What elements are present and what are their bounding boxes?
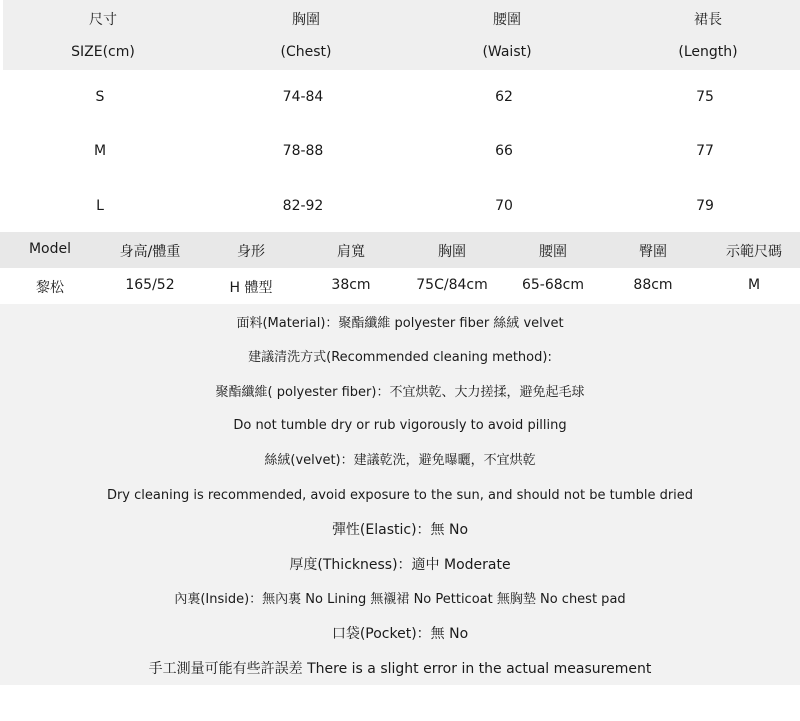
sample-size-value: M [747, 277, 761, 293]
body-shape-value: H 體型 [229, 280, 273, 296]
height-weight-header: 身高/體重 [119, 244, 181, 260]
shoulder-value: 38cm [331, 277, 371, 293]
velvet-care-en: Dry cleaning is recommended, avoid exposure to the sun, and should not be tumble dried [106, 488, 694, 503]
waist-value: 65-68cm [521, 277, 585, 293]
hip-value: 88cm [633, 277, 673, 293]
waist-cell: 62 [495, 89, 513, 105]
height-weight-value: 165/52 [125, 277, 175, 293]
size-table-body [0, 70, 800, 232]
body-shape-header: 身形 [237, 244, 265, 260]
size-header-en: SIZE(cm) [71, 44, 135, 60]
model-name: 黎松 [36, 280, 64, 296]
waist-cell: 70 [495, 198, 513, 214]
size-header-zh: 尺寸 [89, 12, 117, 28]
model-table-row [0, 268, 800, 304]
elastic-line: 彈性(Elastic)：無 No [331, 522, 469, 538]
measurement-note: 手工測量可能有些許誤差 There is a slight error in the actual measurement [148, 661, 652, 677]
model-table-header [0, 232, 800, 268]
table-row [0, 89, 800, 107]
size-cell: S [95, 89, 105, 105]
size-cell: L [96, 198, 104, 214]
length-cell: 77 [696, 143, 714, 159]
model-header: Model [28, 241, 72, 257]
waist-header: 腰圍 [539, 244, 567, 260]
size-cell: M [93, 143, 107, 159]
hip-header: 臀圍 [639, 244, 667, 260]
length-cell: 75 [696, 89, 714, 105]
thickness-line: 厚度(Thickness)：適中 Moderate [289, 557, 511, 573]
table-row [0, 143, 800, 161]
waist-header-en: (Waist) [482, 44, 532, 60]
polyester-care-zh: 聚酯纖維( polyester fiber)：不宜烘乾、大力搓揉，避免起毛球 [215, 385, 585, 400]
chest-header: 胸圍 [438, 244, 466, 260]
length-header-en: (Length) [678, 44, 738, 60]
sample-size-header: 示範尺碼 [726, 244, 782, 260]
inside-line: 內裏(Inside)：無內裏 No Lining 無襯裙 No Petticoat 無胸墊 No chest pad [174, 592, 626, 607]
pocket-line: 口袋(Pocket)：無 No [331, 626, 469, 642]
length-cell: 79 [696, 198, 714, 214]
chest-cell: 74-84 [282, 89, 324, 105]
shoulder-header: 肩寬 [337, 244, 365, 260]
chest-header-en: (Chest) [280, 44, 332, 60]
chest-value: 75C/84cm [416, 277, 488, 293]
material-line: 面料(Material)：聚酯纖維 polyester fiber 絲絨 velvet [236, 316, 564, 331]
velvet-care-zh: 絲絨(velvet)：建議乾洗，避免曝曬，不宜烘乾 [264, 453, 536, 468]
chest-header-zh: 胸圍 [292, 12, 320, 28]
table-row [0, 198, 800, 216]
chest-cell: 82-92 [282, 198, 324, 214]
cleaning-method-title: 建議清洗方式(Recommended cleaning method): [248, 350, 552, 365]
care-info-section [0, 304, 800, 685]
chest-cell: 78-88 [282, 143, 324, 159]
waist-cell: 66 [495, 143, 513, 159]
size-table-header [3, 0, 800, 70]
polyester-care-en: Do not tumble dry or rub vigorously to avoid pilling [233, 418, 567, 433]
waist-header-zh: 腰圍 [493, 12, 521, 28]
length-header-zh: 裙長 [694, 12, 722, 28]
